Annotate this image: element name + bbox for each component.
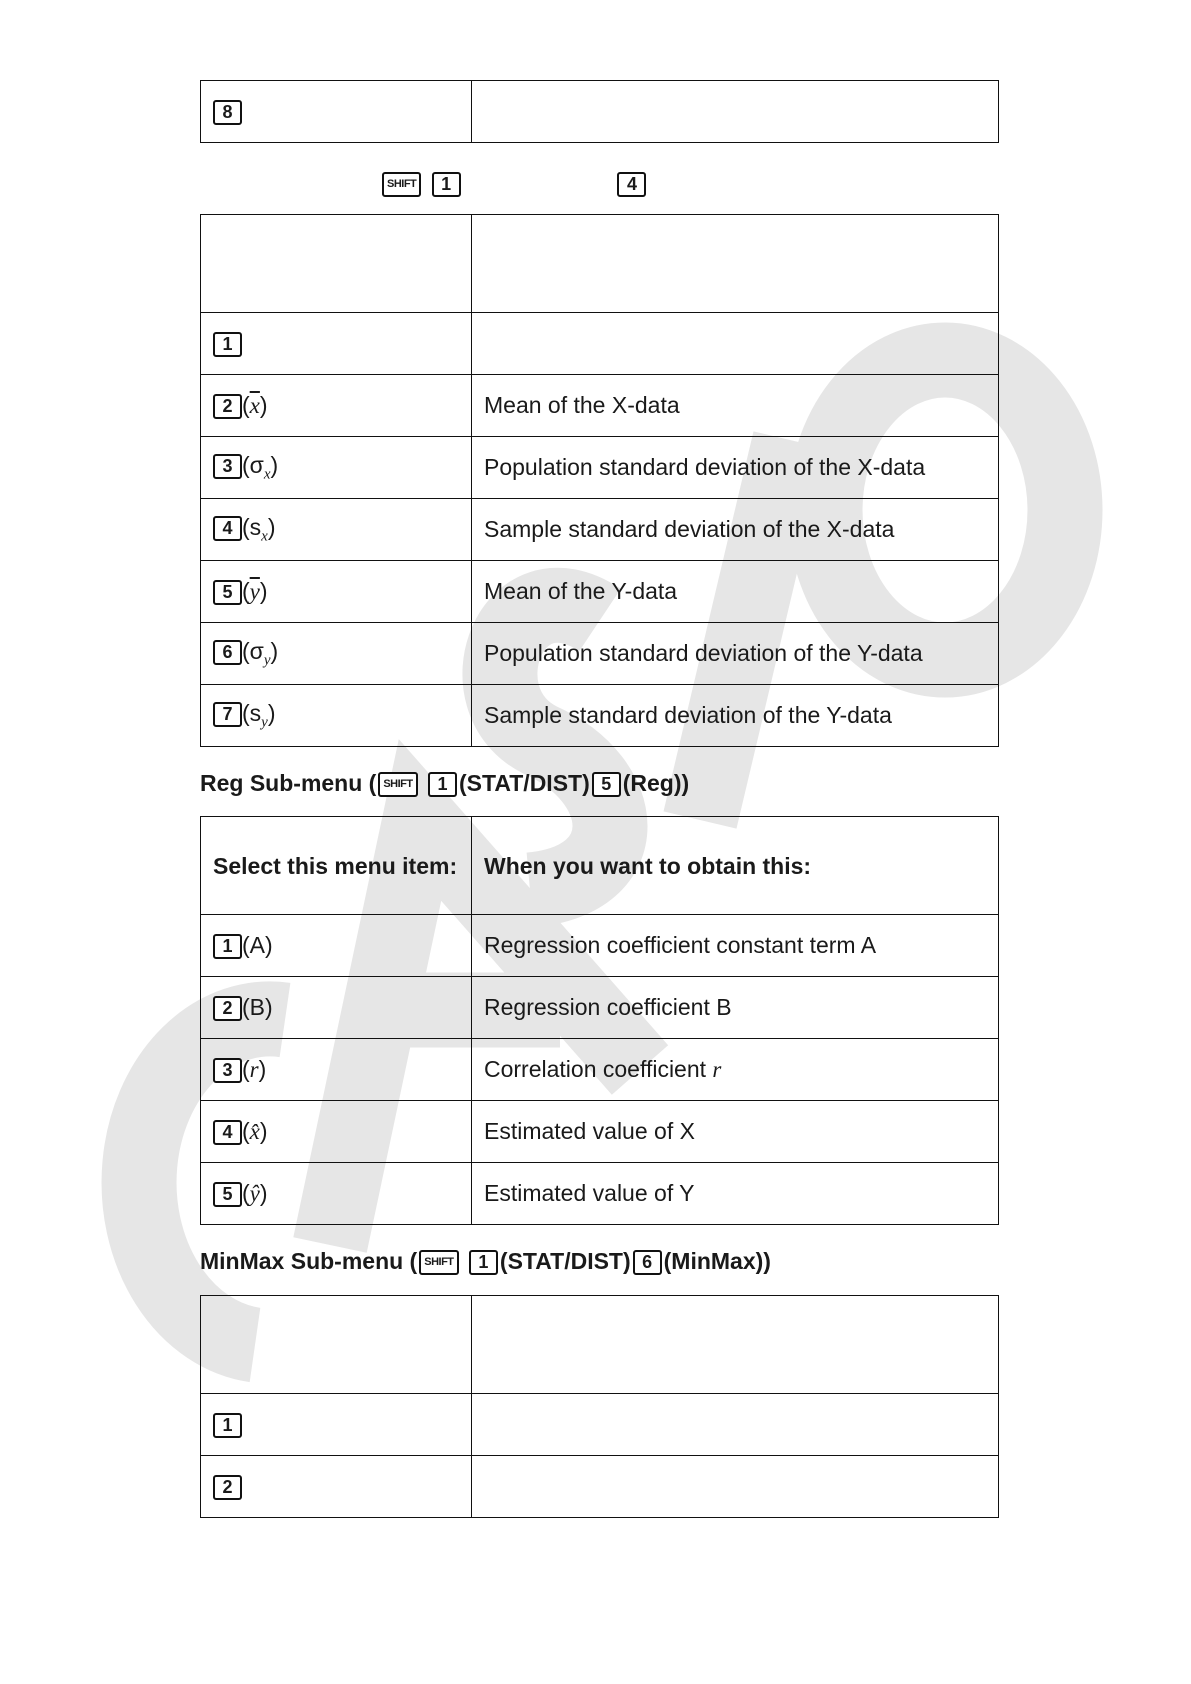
table-row: 4 (x̂) Estimated value of X [201,1101,999,1163]
symbol-a: A [249,931,266,958]
key-4: 4 [213,516,242,541]
symbol-x-mean: $\overline{x}$ [249,392,260,418]
key-2: 2 [213,996,242,1021]
symbol-subscript: y [263,652,271,669]
table-row: 5 $(\overline{y})$ Mean of the Y-data [201,561,999,623]
shift-key: SHIFT [382,172,421,197]
key-1: 1 [213,934,242,959]
reg-table [200,816,999,1225]
table-row [201,1456,999,1518]
symbol-r: r [249,1056,259,1082]
key-1: 1 [213,332,242,357]
table-row: 7 $(s_y)$ Sample standard deviation of the Y-data [201,685,999,747]
row-desc: Regression coefficient constant term A [472,915,999,977]
table-row: 3 $(\sigma_x)$ Population standard deviation of the X-data [201,437,999,499]
key-1: 1 [469,1250,498,1275]
row-desc: Mean of the X-data [472,375,999,437]
table-header-col2 [472,1296,999,1394]
key-1: 1 [432,172,461,197]
key-2: 2 [213,1475,242,1500]
heading-suffix: (Reg)) [622,770,690,796]
heading-prefix: Reg Sub-menu ( [200,770,377,796]
table-header-col1 [201,1296,472,1394]
symbol-y-mean: $\overline{y}$ [249,578,260,604]
key-5: 5 [213,1182,242,1207]
table-row: 5 (ŷ) Estimated value of Y [201,1163,999,1225]
row-desc: Population standard deviation of the Y-data [472,623,999,685]
row-desc: Estimated value of X [472,1101,999,1163]
row-desc: Population standard deviation of the X-data [472,437,999,499]
table-row: 6 $(\sigma_y)$ Population standard deviation of the Y-data [201,623,999,685]
minmax-table [200,1295,999,1518]
key-6: 6 [633,1250,662,1275]
symbol-s: s [249,513,262,540]
table-row: 3 (r) Correlation coefficient r [201,1039,999,1101]
table-row [201,313,999,375]
key-1: 1 [428,772,457,797]
key-1: 1 [213,1413,242,1438]
minmax-submenu-heading [200,1248,771,1275]
key-3: 3 [213,454,242,479]
key-8: 8 [213,100,242,125]
symbol-x-hat: x̂ [249,1118,260,1144]
table-cell-key [201,81,472,143]
table-header-col1: Select this menu item: [201,817,472,915]
row-desc: Regression coefficient B [472,977,999,1039]
heading-mid: (STAT/DIST) [499,1248,631,1274]
key-5: 5 [592,772,621,797]
symbol-y-hat: ŷ [249,1180,260,1206]
table-row [201,1394,999,1456]
reg-submenu-heading [200,770,689,797]
var-table [200,214,999,747]
table-cell-desc [472,81,999,143]
shift-key: SHIFT [378,772,417,797]
var-submenu-heading [380,170,648,197]
table-row: 2 (B) Regression coefficient B [201,977,999,1039]
row-desc: Sample standard deviation of the Y-data [472,685,999,747]
key-3: 3 [213,1058,242,1083]
heading-prefix: MinMax Sub-menu ( [200,1248,418,1274]
symbol-sigma: σ [249,451,264,478]
table-row: 4 $(s_x)$ Sample standard deviation of the X-data [201,499,999,561]
key-5: 5 [213,580,242,605]
symbol-sigma: σ [249,637,264,664]
symbol-subscript: y [261,714,268,731]
symbol-r: r [712,1057,722,1082]
key-4: 4 [213,1120,242,1145]
shift-key: SHIFT [419,1250,458,1275]
row-desc: Sample standard deviation of the X-data [472,499,999,561]
table-row: 2 $(\overline{x})$ Mean of the X-data [201,375,999,437]
row-desc [472,1456,999,1518]
table-row: 1 (A) Regression coefficient constant term A [201,915,999,977]
heading-suffix: (MinMax)) [663,1248,771,1274]
table-header-col2 [472,215,999,313]
row-desc [472,1394,999,1456]
row-desc: Mean of the Y-data [472,561,999,623]
key-2: 2 [213,394,242,419]
row-desc: Correlation coefficient [484,1056,707,1082]
key-4: 4 [617,172,646,197]
symbol-b: B [249,993,266,1020]
table-header-col1 [201,215,472,313]
row-desc: Estimated value of Y [472,1163,999,1225]
symbol-subscript: x [263,466,271,483]
key-7: 7 [213,702,242,727]
heading-mid: (STAT/DIST) [459,770,590,796]
table-header-col2: When you want to obtain this: [472,817,999,915]
symbol-s: s [249,699,262,726]
key-6: 6 [213,640,242,665]
symbol-subscript: x [261,528,268,545]
top-table [200,80,999,143]
row-desc [472,313,999,375]
